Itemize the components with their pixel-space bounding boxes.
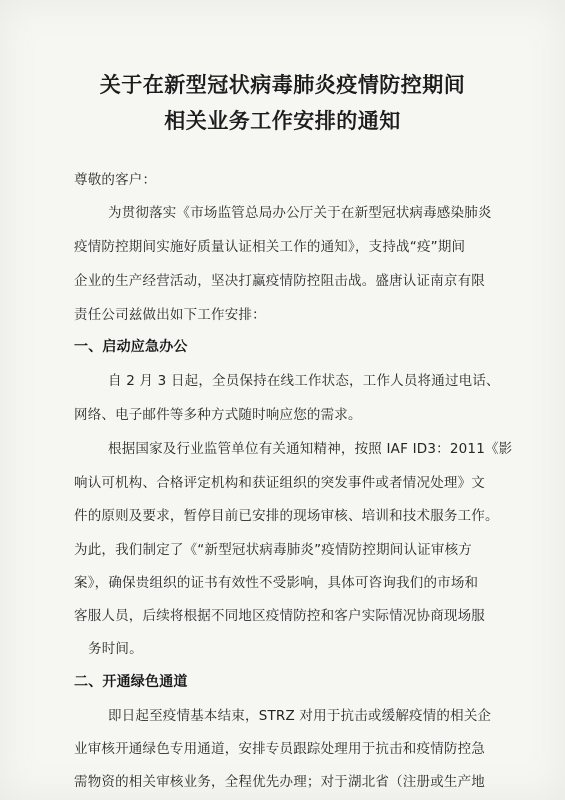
section1-paragraph2-line: 根据国家及行业监管单位有关通知精神，按照 IAF ID3：2011《影 xyxy=(108,441,513,457)
section2-paragraph1-line: 即日起至疫情基本结束，STRZ 对用于抗击或缓解疫情的相关企 xyxy=(108,708,492,724)
intro-line: 为贯彻落实《市场监管总局办公厅关于在新型冠状病毒感染肺炎 xyxy=(108,205,492,221)
section-heading-green-channel: 二、开通绿色通道 xyxy=(74,674,188,690)
intro-line: 责任公司兹做出如下工作安排： xyxy=(74,307,266,323)
section1-paragraph2-line: 响认可机构、合格评定机构和获证组织的突发事件或者情况处理》文 xyxy=(74,475,485,491)
intro-line: 企业的生产经营活动，坚决打赢疫情防控阻击战。盛唐认证南京有限 xyxy=(74,273,485,289)
section1-paragraph1-line: 自 2 月 3 日起，全员保持在线工作状态，工作人员将通过电话、 xyxy=(108,373,500,389)
section1-paragraph2-line: 件的原则及要求，暂停目前已安排的现场审核、培训和技术服务工作。 xyxy=(74,508,499,524)
section1-paragraph2-line: 案》，确保贵组织的证书有效性不受影响，具体可咨询我们的市场和 xyxy=(74,575,479,591)
section2-paragraph1-line: 需物资的相关审核业务，全程优先办理；对于湖北省（注册或生产地 xyxy=(74,774,485,790)
intro-line: 疫情防控期间实施好质量认证相关工作的通知》，支持战“疫”期间 xyxy=(74,239,466,255)
section1-paragraph2-line: 客服人员，后续将根据不同地区疫情防控和客户实际情况协商现场服 xyxy=(74,608,485,624)
section1-paragraph2-line: 为此，我们制定了《“新型冠状病毒肺炎”疫情防控期间认证审核方 xyxy=(74,542,472,558)
section1-paragraph1-line: 网络、电子邮件等多种方式随时响应您的需求。 xyxy=(74,407,362,423)
section-heading-emergency-office: 一、启动应急办公 xyxy=(74,339,188,355)
document-title-line-1: 关于在新型冠状病毒肺炎疫情防控期间 xyxy=(99,73,466,97)
section2-paragraph1-line: 业审核开通绿色专用通道，安排专员跟踪处理用于抗击和疫情防控急 xyxy=(74,741,485,757)
document-title-line-2: 相关业务工作安排的通知 xyxy=(164,109,401,133)
section1-paragraph2-line: 务时间。 xyxy=(88,641,143,657)
salutation: 尊敬的客户： xyxy=(74,172,157,188)
